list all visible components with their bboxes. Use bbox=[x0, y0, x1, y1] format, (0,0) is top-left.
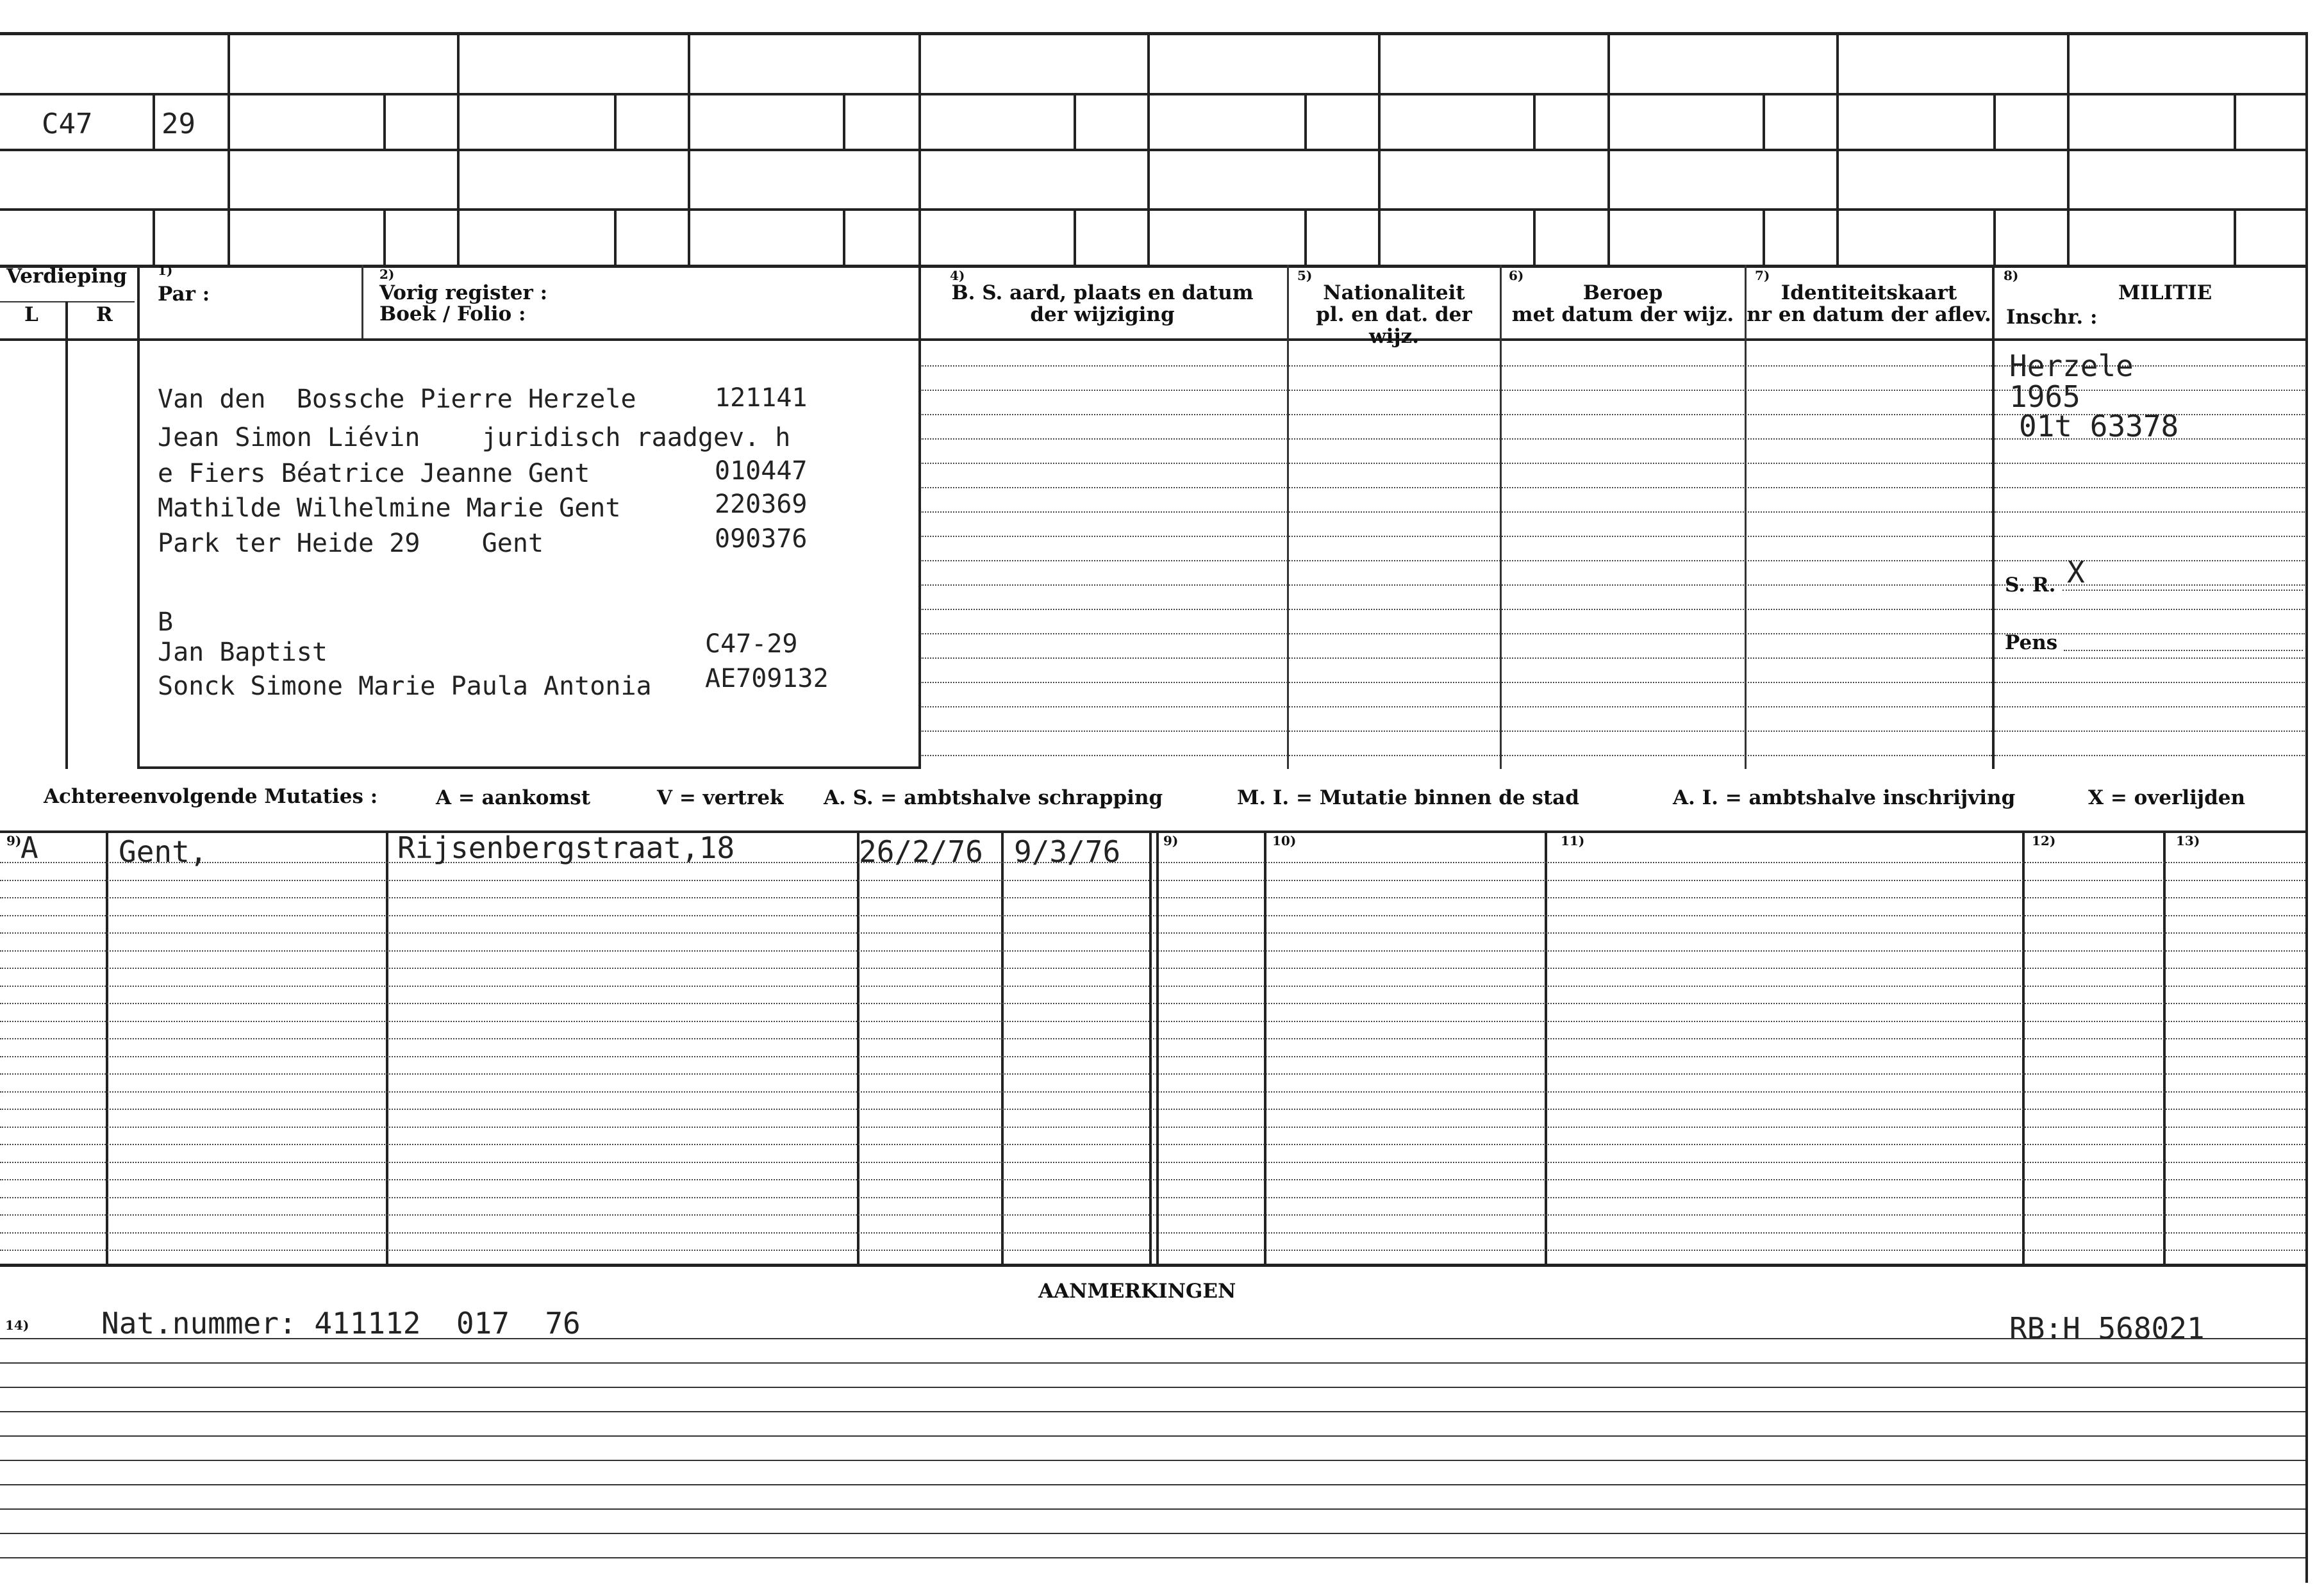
legend-as: A. S. = ambtshalve schrapping bbox=[824, 786, 1163, 809]
ruled-line bbox=[0, 1508, 2305, 1510]
grid-line bbox=[137, 265, 140, 769]
mutation-city: Gent, bbox=[119, 834, 208, 869]
ruled-line bbox=[0, 1162, 2305, 1163]
ruled-line bbox=[0, 1073, 2305, 1075]
l-label: L bbox=[24, 303, 38, 326]
sr-label: S. R. bbox=[2005, 574, 2056, 597]
mutation-street: Rijsenbergstraat,18 bbox=[397, 830, 735, 865]
grid-line bbox=[153, 208, 155, 265]
militie-line-1: Herzele bbox=[2009, 349, 2134, 383]
grid-line bbox=[1763, 93, 1765, 149]
grid-line bbox=[1993, 208, 1996, 265]
legend-x: X = overlijden bbox=[2088, 786, 2246, 809]
grid-line bbox=[843, 93, 845, 149]
col-num: 5) bbox=[1297, 268, 1313, 283]
grid-line bbox=[1545, 830, 1547, 1264]
grid-line bbox=[2234, 208, 2236, 265]
grid-line bbox=[137, 766, 920, 769]
col-num: 9) bbox=[6, 833, 22, 848]
ruled-line bbox=[0, 1144, 2305, 1145]
ruled-line bbox=[920, 414, 1992, 415]
legend-mi: M. I. = Mutatie binnen de stad bbox=[1237, 786, 1579, 809]
ruled-line bbox=[920, 511, 1992, 513]
grid-line bbox=[614, 93, 617, 149]
person-line-4-value: 220369 bbox=[715, 490, 808, 519]
grid-line bbox=[1287, 265, 1289, 769]
ruled-line bbox=[0, 1232, 2305, 1234]
ruled-line bbox=[1995, 755, 2305, 756]
person-line-4: Mathilde Wilhelmine Marie Gent bbox=[158, 493, 621, 523]
ruled-line bbox=[0, 1250, 2305, 1251]
grid-line bbox=[386, 830, 388, 1264]
col-num: 1) bbox=[158, 263, 173, 278]
ruled-line bbox=[0, 1021, 2305, 1022]
ruled-line bbox=[920, 487, 1992, 488]
ruled-line bbox=[920, 633, 1992, 634]
grid-line bbox=[2067, 32, 2070, 265]
grid-line bbox=[383, 208, 386, 265]
person-line-6: B bbox=[158, 607, 174, 637]
grid-line bbox=[0, 830, 2307, 833]
grid-line bbox=[1149, 830, 1152, 1264]
person-line-1: Van den Bossche Pierre Herzele bbox=[158, 384, 636, 414]
person-line-2: Jean Simon Liévin juridisch raadgev. h bbox=[158, 423, 791, 452]
ruled-line bbox=[920, 584, 1992, 586]
grid-line bbox=[1533, 208, 1536, 265]
ruled-line bbox=[0, 1179, 2305, 1180]
grid-line bbox=[1763, 208, 1765, 265]
ruled-line bbox=[0, 1411, 2305, 1412]
nat-label-2: pl. en dat. der wijz. bbox=[1316, 303, 1472, 348]
grid-line bbox=[2163, 830, 2166, 1264]
code-right: 29 bbox=[162, 108, 195, 140]
col-num: 8) bbox=[2004, 268, 2019, 283]
grid-line bbox=[1607, 32, 1610, 265]
ruled-line bbox=[920, 657, 1992, 659]
legend-title: Achtereenvolgende Mutaties : bbox=[44, 785, 378, 808]
r-label: R bbox=[96, 303, 113, 326]
ruled-line bbox=[0, 862, 2305, 863]
ruled-line bbox=[1995, 536, 2305, 537]
nat-nummer: Nat.nummer: 411112 017 76 bbox=[101, 1306, 581, 1341]
grid-line bbox=[457, 32, 460, 265]
ruled-line bbox=[920, 560, 1992, 561]
grid-line bbox=[2305, 32, 2308, 1583]
ruled-line bbox=[920, 536, 1992, 537]
grid-line bbox=[1304, 208, 1307, 265]
ruled-line bbox=[920, 463, 1992, 464]
grid-line bbox=[1745, 265, 1747, 769]
militie-line-2: 1965 bbox=[2009, 379, 2080, 414]
grid-line bbox=[1147, 32, 1150, 265]
ruled-line bbox=[0, 1460, 2305, 1461]
grid-line bbox=[1993, 93, 1996, 149]
col-num: 2) bbox=[379, 267, 395, 282]
grid-line bbox=[0, 1264, 2307, 1267]
ruled-line bbox=[0, 1338, 2305, 1339]
grid-line bbox=[857, 830, 859, 1264]
ruled-line bbox=[920, 365, 1992, 367]
ruled-line bbox=[920, 390, 1992, 391]
beroep-label-2: met datum der wijz. bbox=[1511, 303, 1734, 326]
ruled-line bbox=[920, 731, 1992, 732]
grid-line bbox=[0, 149, 2307, 151]
ruled-line bbox=[920, 438, 1992, 440]
ruled-line bbox=[0, 1197, 2305, 1198]
person-line-3-value: 010447 bbox=[715, 456, 808, 486]
ruled-line bbox=[920, 682, 1992, 683]
grid-line bbox=[0, 265, 2307, 268]
grid-line bbox=[918, 32, 921, 265]
ruled-line bbox=[1995, 682, 2305, 683]
legend-v: V = vertrek bbox=[657, 786, 784, 809]
ruled-line bbox=[0, 1533, 2305, 1534]
person-line-7-value: C47-29 bbox=[705, 629, 798, 659]
col-num: 11) bbox=[1561, 833, 1585, 848]
grid-line bbox=[614, 208, 617, 265]
col-num: 12) bbox=[2032, 833, 2056, 848]
ruled-line bbox=[0, 1127, 2305, 1128]
person-line-8-value: AE709132 bbox=[705, 664, 829, 693]
ruled-line bbox=[0, 1435, 2305, 1437]
par-label: Par : bbox=[158, 283, 210, 306]
ruled-line bbox=[1995, 487, 2305, 488]
ruled-line bbox=[0, 1003, 2305, 1004]
col-num: 9) bbox=[1163, 833, 1179, 848]
nat-label-1: Nationaliteit bbox=[1323, 281, 1465, 304]
grid-line bbox=[843, 208, 845, 265]
mutation-type: A bbox=[21, 830, 38, 865]
grid-line bbox=[1264, 830, 1266, 1264]
ruled-line bbox=[0, 897, 2305, 898]
col-num: 13) bbox=[2176, 833, 2200, 848]
ruled-line bbox=[0, 1362, 2305, 1364]
ruled-line bbox=[1995, 657, 2305, 659]
legend-ai: A. I. = ambtshalve inschrijving bbox=[1673, 786, 2016, 809]
ruled-line bbox=[1995, 731, 2305, 732]
col-num: 4) bbox=[950, 268, 965, 283]
bs-label-2: der wijziging bbox=[1030, 303, 1175, 326]
ruled-line bbox=[0, 1038, 2305, 1039]
col-num: 10) bbox=[1272, 833, 1297, 848]
sr-value: X bbox=[2067, 555, 2085, 590]
ruled-line bbox=[1995, 463, 2305, 464]
ruled-line bbox=[0, 1091, 2305, 1093]
legend-a: A = aankomst bbox=[436, 786, 591, 809]
grid-line bbox=[688, 32, 690, 265]
sr-line bbox=[2063, 590, 2303, 591]
grid-line bbox=[0, 32, 2307, 35]
militie-label: MILITIE bbox=[2118, 281, 2212, 304]
grid-line bbox=[918, 265, 921, 769]
ruled-line bbox=[1995, 609, 2305, 610]
ruled-line bbox=[0, 1557, 2305, 1558]
ruled-line bbox=[0, 932, 2305, 934]
militie-line-3: 01t 63378 bbox=[2019, 409, 2179, 443]
beroep-label-1: Beroep bbox=[1582, 281, 1663, 304]
grid-line bbox=[153, 93, 155, 149]
id-label-2: nr en datum der aflev. bbox=[1747, 303, 1991, 326]
id-label-1: Identiteitskaart bbox=[1780, 281, 1957, 304]
ruled-line bbox=[0, 950, 2305, 952]
grid-line bbox=[228, 32, 230, 265]
person-line-7: Jan Baptist bbox=[158, 638, 328, 667]
col-num: 7) bbox=[1755, 268, 1770, 283]
grid-line bbox=[1378, 32, 1381, 265]
boek-folio-label: Boek / Folio : bbox=[379, 302, 526, 326]
grid-line bbox=[1500, 265, 1502, 769]
pens-line bbox=[2064, 650, 2303, 651]
ruled-line bbox=[0, 1387, 2305, 1388]
person-line-5: Park ter Heide 29 Gent bbox=[158, 529, 544, 558]
ruled-line bbox=[1995, 560, 2305, 561]
code-left: C47 bbox=[42, 108, 93, 140]
ruled-line bbox=[0, 1109, 2305, 1110]
ruled-line bbox=[920, 755, 1992, 756]
vorig-register-label: Vorig register : bbox=[379, 281, 548, 304]
grid-line bbox=[1992, 265, 1995, 769]
col-num: 14) bbox=[5, 1318, 29, 1333]
ruled-line bbox=[920, 609, 1992, 610]
grid-line bbox=[383, 93, 386, 149]
ruled-line bbox=[1995, 706, 2305, 707]
grid-line bbox=[2022, 830, 2025, 1264]
ruled-line bbox=[920, 706, 1992, 707]
ruled-line bbox=[0, 986, 2305, 987]
grid-line bbox=[1074, 208, 1076, 265]
pens-label: Pens bbox=[2005, 631, 2058, 654]
mutation-date-2: 9/3/76 bbox=[1014, 834, 1121, 869]
person-line-8: Sonck Simone Marie Paula Antonia bbox=[158, 672, 652, 701]
ruled-line bbox=[0, 1214, 2305, 1216]
verdieping-label: Verdieping bbox=[6, 265, 128, 288]
mutation-date-1: 26/2/76 bbox=[859, 834, 983, 869]
person-line-3: e Fiers Béatrice Jeanne Gent bbox=[158, 459, 590, 488]
grid-line bbox=[65, 301, 68, 769]
person-line-5-value: 090376 bbox=[715, 524, 808, 554]
ruled-line bbox=[0, 968, 2305, 969]
grid-line bbox=[361, 265, 363, 338]
grid-line bbox=[0, 208, 2307, 211]
inschr-label: Inschr. : bbox=[2006, 306, 2098, 329]
grid-line bbox=[1001, 830, 1004, 1264]
grid-line bbox=[1074, 93, 1076, 149]
grid-line bbox=[0, 338, 2307, 341]
grid-line bbox=[106, 830, 108, 1264]
person-line-1-value: 121141 bbox=[715, 383, 808, 413]
remarks-title: AANMERKINGEN bbox=[1038, 1280, 1236, 1303]
grid-line bbox=[1533, 93, 1536, 149]
rb-number: RB:H 568021 bbox=[2009, 1311, 2205, 1346]
grid-line bbox=[1156, 830, 1159, 1264]
bs-label-1: B. S. aard, plaats en datum bbox=[951, 281, 1254, 304]
grid-line bbox=[1836, 32, 1839, 265]
ruled-line bbox=[0, 915, 2305, 916]
ruled-line bbox=[0, 1056, 2305, 1057]
grid-line bbox=[1304, 93, 1307, 149]
grid-line bbox=[2234, 93, 2236, 149]
ruled-line bbox=[0, 1484, 2305, 1485]
col-num: 6) bbox=[1509, 268, 1524, 283]
ruled-line bbox=[0, 880, 2305, 881]
ruled-line bbox=[1995, 511, 2305, 513]
grid-line bbox=[0, 93, 2307, 95]
